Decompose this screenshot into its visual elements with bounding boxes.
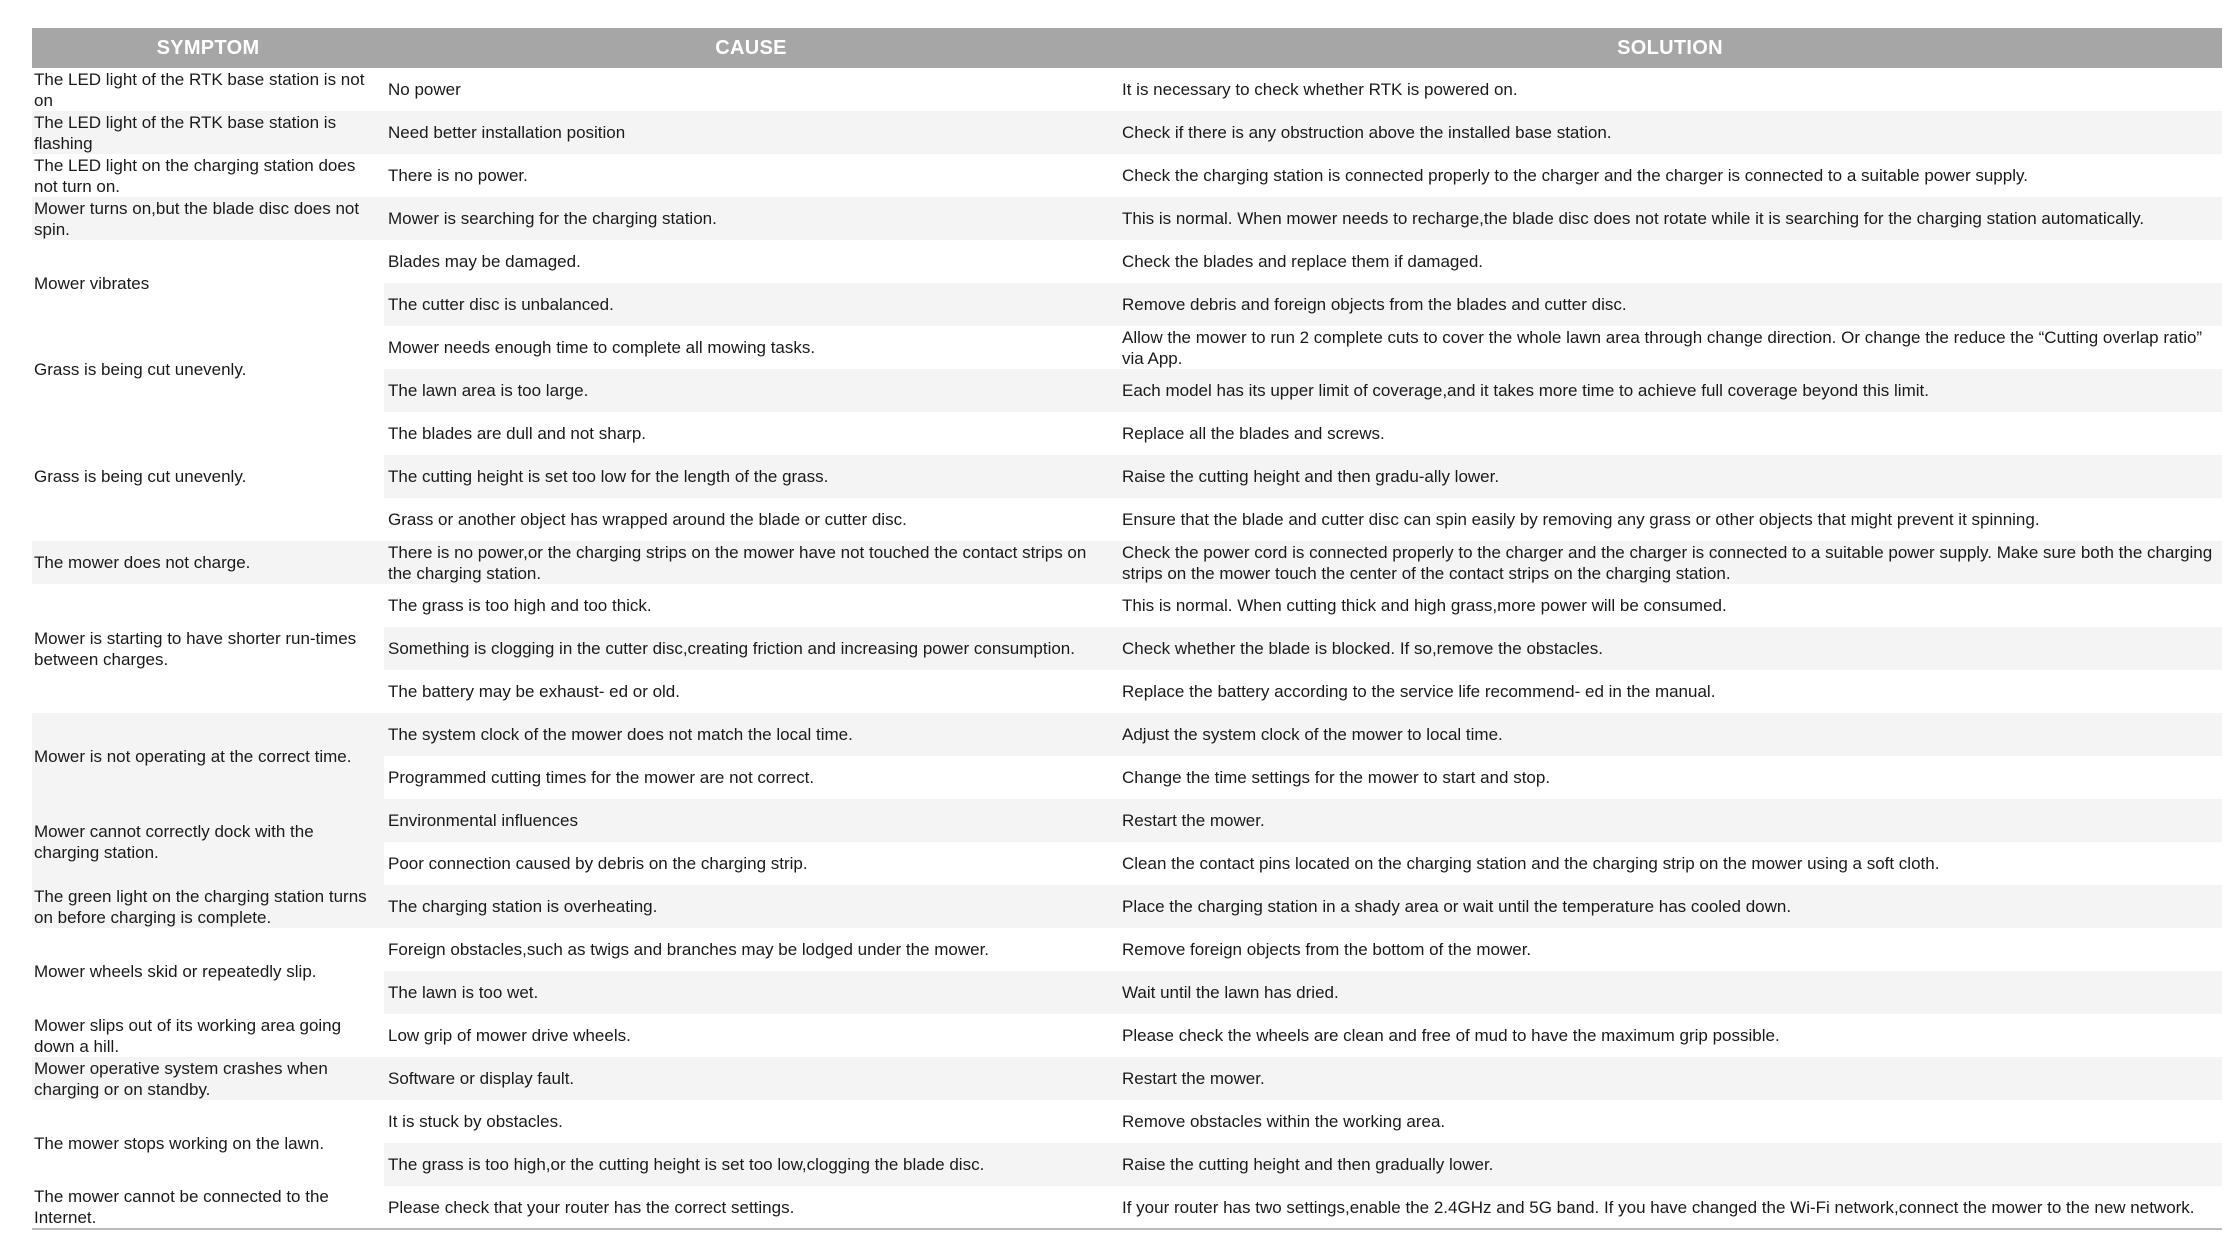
solution-cell: Allow the mower to run 2 complete cuts to cover the whole lawn area through change direction. Or change the reduce the “Cutting overlap ratio” via App. — [1122, 327, 2203, 368]
symptom-cell: The LED light of the RTK base station is flashing — [32, 111, 384, 154]
cause-cell: Need better installation position — [384, 111, 1118, 154]
solution-cell: Clean the contact pins located on the charging station and the charging strip on the mower using a soft cloth. — [1122, 854, 1940, 873]
solution-cell: This is normal. When cutting thick and high grass,more power will be consumed. — [1122, 596, 1727, 615]
symptom-cell: Grass is being cut unevenly. — [32, 412, 384, 541]
symptom-cell: Mower operative system crashes when charging or on standby. — [32, 1057, 384, 1100]
solution-cell: It is necessary to check whether RTK is powered on. — [1122, 80, 1518, 99]
cause-cell: The cutting height is set too low for the length of the grass. — [384, 455, 1118, 498]
solution-cell: Restart the mower. — [1118, 799, 2222, 842]
solution-cell: Remove debris and foreign objects from the blades and cutter disc. — [1118, 283, 2222, 326]
cause-cell: Please check that your router has the correct settings. — [384, 1186, 1118, 1229]
symptom-cell: Mower wheels skid or repeatedly slip. — [32, 928, 384, 1014]
solution-cell: Place the charging station in a shady area or wait until the temperature has cooled down. — [1118, 885, 2222, 928]
table-row — [32, 1186, 2222, 1229]
table-body — [32, 68, 2222, 1229]
solution-cell: Remove foreign objects from the bottom of the mower. — [1122, 940, 1532, 959]
header-symptom: SYMPTOM — [32, 28, 384, 68]
cause-cell: Something is clogging in the cutter disc,creating friction and increasing power consumption. — [384, 627, 1118, 670]
table-row — [32, 885, 2222, 928]
table-row — [32, 584, 2222, 627]
solution-cell: Check the power cord is connected properly to the charger and the charger is connected to a suitable power supply. Make sure both the charging strips on the mower touch the center of the contact strips on the charging station. — [1118, 541, 2222, 584]
cause-cell: Foreign obstacles,such as twigs and branches may be lodged under the mower. — [388, 940, 990, 959]
solution-cell: Please check the wheels are clean and free of mud to have the maximum grip possible. — [1122, 1026, 1780, 1045]
symptom-cell: Mower slips out of its working area going down a hill. — [32, 1014, 384, 1057]
cause-cell: Low grip of mower drive wheels. — [388, 1026, 631, 1045]
cause-cell: There is no power,or the charging strips on the mower have not touched the contact strips on the charging station. — [384, 541, 1118, 584]
table-row — [32, 326, 2222, 369]
table-row — [32, 1100, 2222, 1143]
cause-cell: The blades are dull and not sharp. — [388, 424, 647, 443]
solution-cell: Change the time settings for the mower to start and stop. — [1122, 768, 1551, 787]
table-row — [32, 541, 2222, 584]
solution-cell: Each model has its upper limit of coverage,and it takes more time to achieve full coverage beyond this limit. — [1118, 369, 2222, 412]
cause-cell: No power — [388, 80, 461, 99]
cause-cell: Mower is searching for the charging station. — [384, 197, 1118, 240]
header-solution: SOLUTION — [1118, 28, 2222, 68]
table-row — [32, 928, 2222, 971]
solution-cell: Replace the battery according to the service life recommend- ed in the manual. — [1122, 682, 1716, 701]
solution-cell: Adjust the system clock of the mower to local time. — [1118, 713, 2222, 756]
cause-cell: The grass is too high,or the cutting height is set too low,clogging the blade disc. — [384, 1143, 1118, 1186]
table-header — [32, 28, 2222, 68]
table-row — [32, 197, 2222, 240]
symptom-cell: Mower turns on,but the blade disc does not spin. — [32, 197, 384, 240]
solution-cell: Raise the cutting height and then gradually lower. — [1118, 1143, 2222, 1186]
table-row — [32, 412, 2222, 455]
troubleshooting-page — [32, 28, 2222, 1230]
cause-cell: Poor connection caused by debris on the charging strip. — [388, 854, 808, 873]
symptom-cell: The LED light of the RTK base station is not on — [32, 68, 384, 111]
cause-cell: It is stuck by obstacles. — [388, 1112, 563, 1131]
cause-cell: Software or display fault. — [384, 1057, 1118, 1100]
symptom-cell: The LED light on the charging station does not turn on. — [32, 154, 384, 197]
table-row — [32, 111, 2222, 154]
solution-cell: Check the charging station is connected properly to the charger and the charger is connected to a suitable power supply. — [1122, 166, 2028, 185]
cause-cell: Grass or another object has wrapped around the blade or cutter disc. — [388, 510, 907, 529]
cause-cell: Environmental influences — [384, 799, 1118, 842]
cause-cell: Programmed cutting times for the mower are not correct. — [388, 768, 815, 787]
solution-cell: Check the blades and replace them if damaged. — [1122, 252, 1484, 271]
cause-cell: The lawn is too wet. — [384, 971, 1118, 1014]
symptom-cell: Mower cannot correctly dock with the charging station. — [32, 799, 384, 885]
symptom-cell: Mower is not operating at the correct time. — [32, 713, 384, 799]
solution-cell: Check if there is any obstruction above the installed base station. — [1118, 111, 2222, 154]
table-row — [32, 154, 2222, 197]
table-row — [32, 1057, 2222, 1100]
symptom-cell: The green light on the charging station turns on before charging is complete. — [32, 885, 384, 928]
cause-cell: The lawn area is too large. — [384, 369, 1118, 412]
solution-cell: Raise the cutting height and then gradu-ally lower. — [1118, 455, 2222, 498]
symptom-cell: The mower does not charge. — [32, 541, 384, 584]
table-row — [32, 799, 2222, 842]
table-row — [32, 240, 2222, 283]
cause-cell: The battery may be exhaust- ed or old. — [388, 682, 680, 701]
cause-cell: There is no power. — [388, 166, 528, 185]
solution-cell: Restart the mower. — [1118, 1057, 2222, 1100]
cause-cell: The grass is too high and too thick. — [388, 596, 652, 615]
solution-cell: Wait until the lawn has dried. — [1118, 971, 2222, 1014]
cause-cell: Blades may be damaged. — [388, 252, 581, 271]
symptom-cell: Mower is starting to have shorter run-times between charges. — [32, 584, 384, 713]
symptom-cell: The mower cannot be connected to the Internet. — [32, 1186, 384, 1229]
header-cause: CAUSE — [384, 28, 1118, 68]
cause-cell: The cutter disc is unbalanced. — [384, 283, 1118, 326]
table-row — [32, 713, 2222, 756]
solution-cell: This is normal. When mower needs to recharge,the blade disc does not rotate while it is searching for the charging station automatically. — [1118, 197, 2222, 240]
solution-cell: Ensure that the blade and cutter disc can spin easily by removing any grass or other objects that might prevent it spinning. — [1122, 510, 2040, 529]
cause-cell: The system clock of the mower does not match the local time. — [384, 713, 1118, 756]
header-row — [32, 28, 2222, 68]
symptom-cell: Mower vibrates — [32, 240, 384, 326]
cause-cell: Mower needs enough time to complete all mowing tasks. — [388, 338, 816, 357]
solution-cell: Check whether the blade is blocked. If so,remove the obstacles. — [1118, 627, 2222, 670]
solution-cell: Remove obstacles within the working area. — [1122, 1112, 1446, 1131]
symptom-cell: Grass is being cut unevenly. — [32, 326, 384, 412]
troubleshooting-table — [32, 28, 2222, 1230]
solution-cell: Replace all the blades and screws. — [1122, 424, 1385, 443]
cause-cell: The charging station is overheating. — [384, 885, 1118, 928]
table-row — [32, 68, 2222, 111]
symptom-cell: The mower stops working on the lawn. — [32, 1100, 384, 1186]
table-row — [32, 1014, 2222, 1057]
solution-cell: If your router has two settings,enable the 2.4GHz and 5G band. If you have changed the Wi-Fi network,connect the mower to the new network. — [1118, 1186, 2222, 1229]
